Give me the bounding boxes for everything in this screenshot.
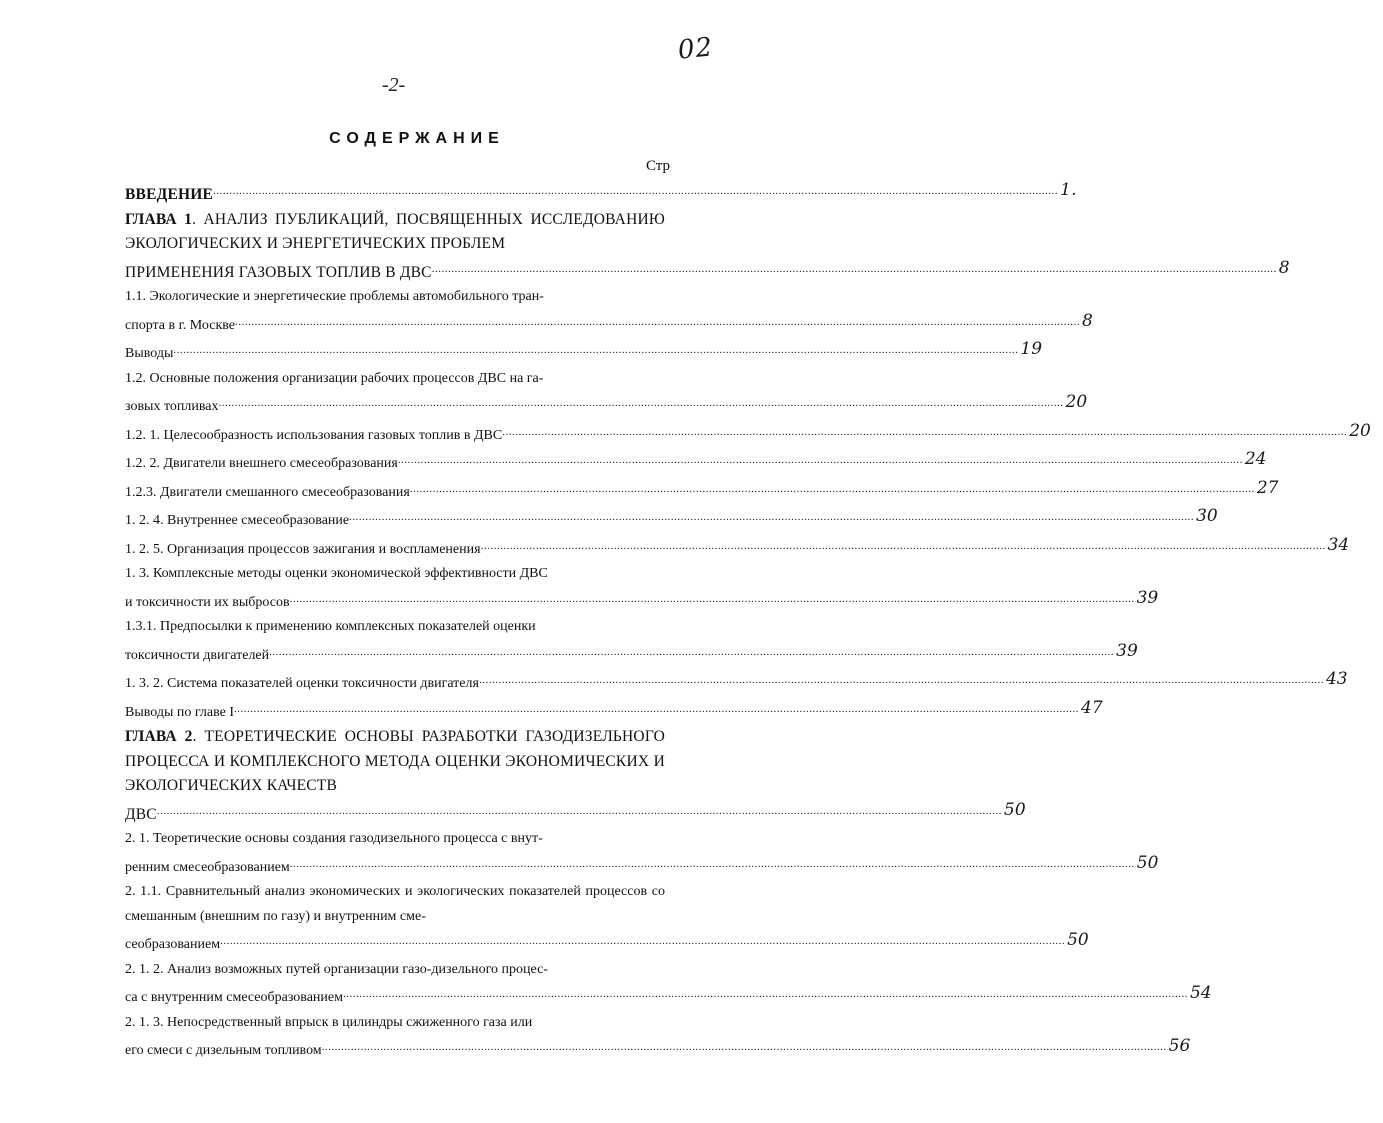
toc-entry-line xyxy=(125,640,1138,669)
toc-entry-lead: 1. 3. Комплексные методы оценки экономической эффективности ДВС xyxy=(125,566,548,581)
toc-entry xyxy=(125,880,1089,958)
toc-page-number: 27 xyxy=(1256,477,1279,498)
dot-leader: .................................................................................................................................................................................................................................................................... xyxy=(173,344,1019,356)
dot-leader: .................................................................................................................................................................................................................................................................... xyxy=(218,397,1064,409)
toc-entry-line xyxy=(125,391,1088,420)
dot-leader: .................................................................................................................................................................................................................................................................... xyxy=(235,315,1081,328)
toc-entry xyxy=(125,338,1043,367)
toc-entry xyxy=(125,562,1159,615)
toc-page-number: 8 xyxy=(1082,310,1093,331)
toc-page-number: 43 xyxy=(1325,669,1348,689)
toc-entry-title: 1.2.3. Двигатели смешанного смесеобразования xyxy=(125,484,410,500)
toc-page-number: 47 xyxy=(1081,697,1103,718)
toc-entry-lead: 2. 1. 2. Анализ возможных путей организации газо-дизельного процес- xyxy=(125,961,548,977)
toc-page-number: 24 xyxy=(1244,449,1267,469)
dot-leader: .................................................................................................................................................................................................................................................................... xyxy=(289,592,1135,605)
toc-entry-title: его смеси с дизельным топливом xyxy=(125,1043,322,1058)
toc-entry-line xyxy=(125,587,1159,616)
toc-page-number: 54 xyxy=(1189,983,1212,1003)
toc-entry-line xyxy=(125,420,1371,449)
page-column-label: Стр xyxy=(646,158,671,174)
dot-leader: .................................................................................................................................................................................................................................................................... xyxy=(502,425,1348,438)
toc-entry-line xyxy=(125,257,1290,286)
toc-entry-title: ренним смесеобразованием xyxy=(125,859,290,875)
toc-page-number: 30 xyxy=(1196,506,1218,526)
archive-number-mark: 02 xyxy=(676,32,715,66)
toc-entry-lead: 1.1. Экологические и энергетические проблемы автомобильного тран- xyxy=(125,289,544,304)
toc-entry-line xyxy=(125,448,1267,477)
toc-entry-title: 1. 2. 4. Внутреннее смесеобразование xyxy=(125,513,350,528)
page-title: СОДЕРЖАНИЕ xyxy=(329,130,505,147)
toc-entry-line xyxy=(125,852,1159,881)
table-of-contents xyxy=(125,179,1371,1064)
toc-page-number: 39 xyxy=(1136,587,1159,608)
toc-entry-title: 1. 3. 2. Система показателей оценки токсичности двигателя xyxy=(125,676,479,691)
toc-entry-title: сеобразованием xyxy=(125,937,221,952)
dot-leader: .................................................................................................................................................................................................................................................................... xyxy=(397,454,1243,466)
toc-page-number: 8 xyxy=(1278,257,1290,278)
toc-entry-title: ДВС xyxy=(125,805,157,823)
toc-entry-lead xyxy=(125,725,665,799)
toc-entry-title: Выводы по главе I xyxy=(125,704,235,720)
toc-entry xyxy=(125,208,1290,286)
toc-entry-line xyxy=(125,1035,1191,1064)
dot-leader: .................................................................................................................................................................................................................................................................... xyxy=(321,1041,1167,1053)
toc-entry-lead xyxy=(125,208,665,257)
toc-entry-line xyxy=(125,338,1043,367)
toc-entry-title: 1.2. 1. Целесообразность использования газовых топлив в ДВС xyxy=(125,427,503,443)
dot-leader: .................................................................................................................................................................................................................................................................... xyxy=(269,645,1115,658)
toc-entry-lead: 2. 1. 3. Непосредственный впрыск в цилиндры сжиженного газа или xyxy=(125,1014,533,1030)
toc-entry-line xyxy=(125,477,1279,506)
dot-leader: .................................................................................................................................................................................................................................................................... xyxy=(220,935,1066,947)
dot-leader: .................................................................................................................................................................................................................................................................... xyxy=(213,185,1059,197)
dot-leader: .................................................................................................................................................................................................................................................................... xyxy=(480,539,1326,552)
dot-leader: .................................................................................................................................................................................................................................................................... xyxy=(478,674,1324,686)
toc-page-number: 20 xyxy=(1065,392,1088,412)
toc-entry xyxy=(125,534,1350,563)
dot-leader: .................................................................................................................................................................................................................................................................... xyxy=(289,857,1135,870)
toc-entry xyxy=(125,285,1093,338)
toc-entry-line xyxy=(125,982,1212,1011)
toc-entry-line xyxy=(125,697,1103,726)
toc-page-number: 19 xyxy=(1020,339,1043,359)
toc-page-number: 20 xyxy=(1349,420,1371,441)
toc-entry-line xyxy=(125,310,1093,339)
toc-entry xyxy=(125,615,1138,668)
toc-entry xyxy=(125,958,1212,1011)
toc-entry xyxy=(125,827,1159,880)
toc-entry xyxy=(125,1011,1191,1064)
toc-entry xyxy=(125,505,1218,534)
toc-page-number: 50 xyxy=(1136,852,1159,873)
toc-entry-title: спорта в г. Москве xyxy=(125,317,236,333)
toc-entry-line xyxy=(125,799,1026,828)
toc-page-number: 1. xyxy=(1060,180,1077,200)
toc-entry-title: и токсичности их выбросов xyxy=(125,594,290,610)
toc-page-number: 34 xyxy=(1327,534,1350,555)
toc-entry-title: ВВЕДЕНИЕ xyxy=(125,186,214,203)
dot-leader: .................................................................................................................................................................................................................................................................... xyxy=(409,482,1255,495)
toc-page-number: 50 xyxy=(1067,930,1089,950)
toc-entry xyxy=(125,367,1088,420)
chapter-title: . ТЕОРЕТИЧЕСКИЕ ОСНОВЫ РАЗРАБОТКИ ГАЗОДИЗЕЛЬНОГО ПРОЦЕССА И КОМПЛЕКСНОГО МЕТОДА ОЦЕНКИ ЭКОНОМИЧЕСКИХ И ЭКОЛОГИЧЕСКИХ КАЧЕСТВ xyxy=(125,728,665,794)
toc-entry-title: Выводы xyxy=(125,346,174,361)
toc-entry-line xyxy=(125,505,1218,534)
toc-entry-lead: 2. 1.1. Сравнительный анализ экономических и экологических показателей процессов со смешанным (внешним по газу) и внутренним сме- xyxy=(125,884,665,924)
toc-page-number: 56 xyxy=(1168,1036,1191,1056)
toc-entry xyxy=(125,725,1026,827)
toc-entry-title: са с внутренним смесеобразованием xyxy=(125,990,343,1005)
toc-entry-line xyxy=(125,534,1350,563)
dot-leader: .................................................................................................................................................................................................................................................................... xyxy=(349,511,1195,523)
toc-entry xyxy=(125,420,1371,449)
toc-entry-line xyxy=(125,179,1077,208)
page-number: -2- xyxy=(382,74,406,96)
toc-entry xyxy=(125,179,1077,208)
toc-entry-title: зовых топливах xyxy=(125,399,219,414)
chapter-label: ГЛАВА 1 xyxy=(125,210,193,228)
chapter-label: ГЛАВА 2 xyxy=(125,728,193,745)
toc-entry xyxy=(125,448,1267,477)
toc-entry xyxy=(125,668,1348,697)
toc-entry-line xyxy=(125,929,1089,958)
toc-entry xyxy=(125,477,1279,506)
dot-leader: .................................................................................................................................................................................................................................................................... xyxy=(342,988,1188,1000)
toc-entry-title: 1. 2. 5. Организация процессов зажигания и воспламенения xyxy=(125,541,481,557)
toc-entry-lead: 1.2. Основные положения организации рабочих процессов ДВС на га- xyxy=(125,370,544,386)
toc-entry-lead: 1.3.1. Предпосылки к применению комплексных показателей оценки xyxy=(125,619,536,634)
dot-leader: .................................................................................................................................................................................................................................................................... xyxy=(156,804,1002,817)
toc-entry-lead: 2. 1. Теоретические основы создания газодизельного процесса с внут- xyxy=(125,831,543,846)
toc-entry-line xyxy=(125,668,1348,697)
toc-entry-title: токсичности двигателей xyxy=(125,647,270,663)
toc-entry-title: 1.2. 2. Двигатели внешнего смесеобразования xyxy=(125,456,398,471)
toc-page-number: 50 xyxy=(1003,799,1026,820)
toc-page-number: 39 xyxy=(1116,640,1138,661)
dot-leader: .................................................................................................................................................................................................................................................................... xyxy=(234,702,1080,715)
toc-entry xyxy=(125,697,1103,726)
toc-entry-title: ПРИМЕНЕНИЯ ГАЗОВЫХ ТОПЛИВ В ДВС xyxy=(125,263,432,281)
chapter-title: . АНАЛИЗ ПУБЛИКАЦИЙ, ПОСВЯЩЕННЫХ ИССЛЕДОВАНИЮ ЭКОЛОГИЧЕСКИХ И ЭНЕРГЕТИЧЕСКИХ ПРОБЛЕМ xyxy=(125,210,665,252)
dot-leader: .................................................................................................................................................................................................................................................................... xyxy=(431,262,1277,275)
